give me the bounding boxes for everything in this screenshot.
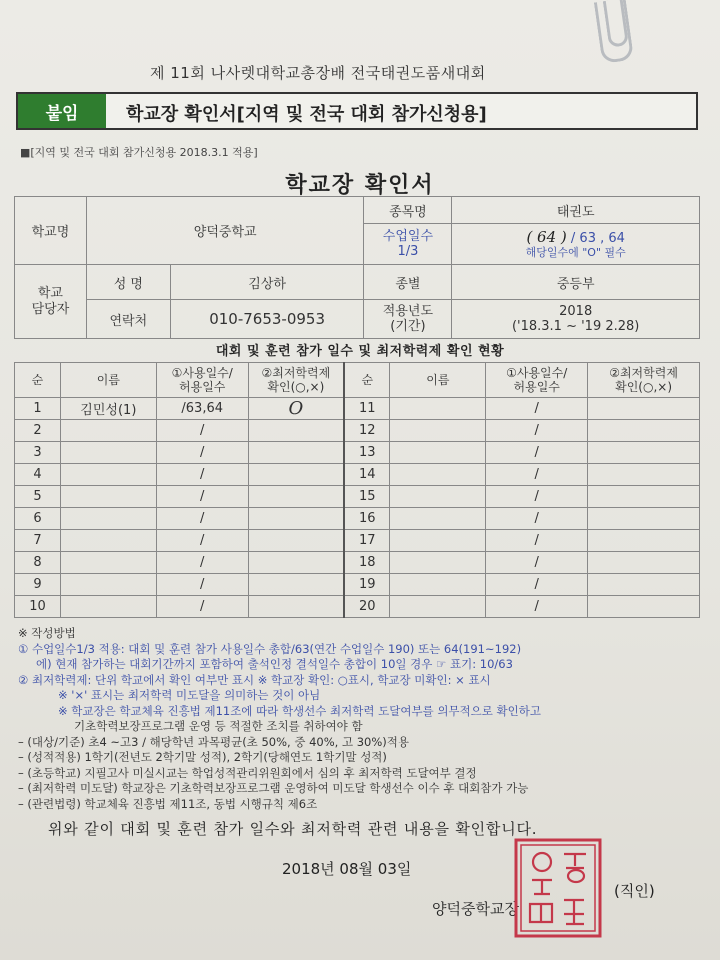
name-cell (390, 596, 486, 618)
days-cell: / (156, 508, 248, 530)
col-check-1: ②최저학력제 (261, 366, 331, 380)
note-line-5: ※ 학교장은 학교체육 진흥법 제11조에 따라 학생선수 최저학력 도달여부를 의무적으로 확인하고 (58, 703, 541, 718)
check-cell (588, 596, 700, 618)
table-row (15, 552, 700, 574)
days-cell: / (156, 552, 248, 574)
year-label-2: (기간) (390, 319, 426, 334)
check-cell (248, 464, 344, 486)
class-days-label-2: 1/3 (397, 244, 419, 259)
days-cell: / (486, 508, 588, 530)
check-cell (248, 442, 344, 464)
seq-cell: 3 (15, 442, 61, 464)
table-header-row (15, 363, 700, 398)
note-line-1: ① 수업일수1/3 적용: 대회 및 훈련 참가 사용일수 총합/63(연간 수업일수 190) 또는 64(191~192) (18, 641, 522, 656)
name-cell (60, 596, 156, 618)
table-row (15, 596, 700, 618)
col-check (248, 363, 344, 398)
name-cell (60, 530, 156, 552)
notes-heading: ※ 작성방법 (18, 626, 76, 640)
seq-cell: 20 (344, 596, 390, 618)
days-cell: / (156, 574, 248, 596)
col-seq: 순 (15, 363, 61, 398)
attachment-badge: 붙임 (18, 94, 106, 128)
table-row (15, 420, 700, 442)
name-cell: 김민성(1) (60, 398, 156, 420)
check-cell (588, 552, 700, 574)
table-row (15, 398, 700, 420)
document-title: 학교장 확인서 (285, 173, 435, 198)
note-line-7: – (대상/기준) 초4 ~고3 / 해당학년 과목평균(초 50%, 중 40%, 고 30%)적용 (18, 734, 409, 749)
seq-cell: 7 (15, 530, 61, 552)
year-value-2: ('18.3.1 ~ '19 2.28) (511, 319, 640, 334)
seq-cell: 17 (344, 530, 390, 552)
col-check-right (588, 363, 700, 398)
table-row (15, 508, 700, 530)
table-row (15, 574, 700, 596)
event-value: 태권도 (452, 197, 700, 224)
check-cell (248, 596, 344, 618)
note-line-8: – (성적적용) 1학기(전년도 2학기말 성적), 2학기(당해연도 1학기말 성적) (18, 750, 387, 764)
seq-cell: 6 (15, 508, 61, 530)
year-value-1: 2018 (559, 304, 593, 319)
days-cell: / (486, 596, 588, 618)
note-line-3: ② 최저학력제: 단위 학교에서 확인 여부만 표시 ※ 학교장 확인: ○표시, 학교장 미확인: × 표시 (18, 672, 491, 687)
paperclip-icon (594, 0, 634, 64)
event-label: 종목명 (364, 197, 452, 224)
table-row (15, 442, 700, 464)
class-days-printed: / 63 , 64 (570, 230, 625, 246)
class-days-label-1: 수업일수 (382, 229, 434, 244)
days-cell: / (486, 420, 588, 442)
name-cell (390, 508, 486, 530)
col-check-2: 확인(○,×) (267, 380, 325, 394)
col-days-right (486, 363, 588, 398)
seq-cell: 10 (15, 596, 61, 618)
year-label-1: 적용년도 (382, 304, 434, 319)
table-row (15, 530, 700, 552)
days-cell: / (486, 398, 588, 420)
check-cell (588, 574, 700, 596)
days-cell: / (156, 464, 248, 486)
name-cell (390, 530, 486, 552)
table-row (15, 464, 700, 486)
seq-cell: 18 (344, 552, 390, 574)
name-cell (390, 420, 486, 442)
check-cell: O (248, 398, 344, 420)
year-value (452, 300, 700, 339)
seq-cell: 9 (15, 574, 61, 596)
form-code: ■[지역 및 전국 대회 참가신청용 2018.3.1 적용] (20, 146, 258, 159)
seq-cell: 13 (344, 442, 390, 464)
col-days (156, 363, 248, 398)
seq-cell: 8 (15, 552, 61, 574)
check-cell (248, 574, 344, 596)
school-label: 학교명 (15, 197, 87, 265)
note-line-2: 에) 현재 참가하는 대회기간까지 포함하여 출석인정 결석일수 총합이 10일 경우 ☞ 표기: 10/63 (36, 657, 513, 671)
form-title: 학교장 확인서[지역 및 전국 대회 참가신청용] (126, 104, 487, 125)
participation-table (14, 362, 700, 618)
check-cell (588, 486, 700, 508)
manager-label-1: 학교 (37, 285, 63, 301)
name-cell (390, 486, 486, 508)
check-cell (588, 398, 700, 420)
name-cell (60, 574, 156, 596)
type-label: 종별 (364, 265, 452, 300)
note-line-9: – (초등학교) 지필고사 미실시교는 학업성적관리위원회에서 심의 후 최저학력 도달여부 결정 (18, 765, 477, 780)
seq-cell: 11 (344, 398, 390, 420)
days-cell: / (486, 464, 588, 486)
name-cell (60, 464, 156, 486)
manager-label (15, 265, 87, 339)
col-check-right-2: 확인(○,×) (615, 380, 672, 394)
col-days-right-1: ①사용일수/ (506, 366, 568, 380)
competition-title: 제 11회 나사렛대학교총장배 전국태권도품새대회 (150, 64, 486, 82)
days-cell: /63,64 (156, 398, 248, 420)
days-cell: / (156, 442, 248, 464)
check-cell (248, 486, 344, 508)
manager-label-2: 담당자 (31, 301, 70, 317)
seq-cell: 5 (15, 486, 61, 508)
days-cell: / (156, 596, 248, 618)
note-line-6: 기초학력보장프로그램 운영 등 적절한 조치를 취하여야 함 (74, 719, 363, 733)
form-title-bar (16, 92, 698, 130)
name-cell (60, 486, 156, 508)
note-line-10: – (최저학력 미도달) 학교장은 기초학력보장프로그램 운영하여 미도달 학생선수 이수 후 대회참가 가능 (18, 781, 529, 795)
class-days-value (452, 224, 700, 265)
contact-value: 010-7653-0953 (170, 300, 364, 339)
days-cell: / (486, 574, 588, 596)
instructions (18, 626, 708, 812)
days-cell: / (486, 552, 588, 574)
seq-cell: 15 (344, 486, 390, 508)
seq-cell: 19 (344, 574, 390, 596)
info-table (14, 196, 700, 339)
seq-cell: 4 (15, 464, 61, 486)
days-cell: / (486, 530, 588, 552)
check-cell (248, 552, 344, 574)
col-name: 이름 (60, 363, 156, 398)
table-title: 대회 및 훈련 참가 일수 및 최저학력제 확인 현황 (215, 344, 505, 359)
name-cell (60, 508, 156, 530)
seq-cell: 14 (344, 464, 390, 486)
check-cell (588, 530, 700, 552)
name-cell (60, 420, 156, 442)
col-seq-right: 순 (344, 363, 390, 398)
col-days-1: ①사용일수/ (171, 366, 233, 380)
seq-cell: 16 (344, 508, 390, 530)
year-label (364, 300, 452, 339)
note-line-11: – (관련법령) 학교체육 진흥법 제11조, 동법 시행규칙 제6조 (18, 796, 318, 811)
name-cell (390, 574, 486, 596)
name-cell (390, 398, 486, 420)
check-cell (248, 530, 344, 552)
col-check-right-1: ②최저학력제 (609, 366, 678, 380)
name-value: 김상하 (170, 265, 364, 300)
seq-cell: 1 (15, 398, 61, 420)
check-cell (588, 420, 700, 442)
check-cell (588, 464, 700, 486)
days-cell: / (156, 530, 248, 552)
name-cell (390, 552, 486, 574)
name-label: 성 명 (86, 265, 170, 300)
table-row (15, 486, 700, 508)
class-days-note: 해당일수에 "O" 필수 (525, 245, 626, 259)
days-cell: / (486, 442, 588, 464)
official-seal-icon (512, 836, 604, 940)
principal-signature-line: 양덕중학교장 (432, 900, 519, 918)
col-name-right: 이름 (390, 363, 486, 398)
col-days-2: 허용일수 (179, 380, 226, 394)
name-cell (60, 442, 156, 464)
check-cell (248, 420, 344, 442)
note-line-4: ※ '×' 표시는 최저학력 미도달을 의미하는 것이 아님 (58, 688, 321, 702)
seq-cell: 2 (15, 420, 61, 442)
name-cell (60, 552, 156, 574)
seq-cell: 12 (344, 420, 390, 442)
type-value: 중등부 (452, 265, 700, 300)
days-cell: / (156, 420, 248, 442)
col-days-right-2: 허용일수 (513, 380, 560, 394)
contact-label: 연락처 (86, 300, 170, 339)
check-cell (588, 508, 700, 530)
check-cell (248, 508, 344, 530)
days-cell: / (156, 486, 248, 508)
seal-label: (직인) (614, 882, 655, 900)
school-value: 양덕중학교 (86, 197, 364, 265)
class-days-handwritten: ( 64 ) (526, 227, 567, 246)
confirmation-statement: 위와 같이 대회 및 훈련 참가 일수와 최저학력 관련 내용을 확인합니다. (48, 820, 538, 838)
issue-date: 2018년 08월 03일 (282, 860, 412, 878)
name-cell (390, 442, 486, 464)
days-cell: / (486, 486, 588, 508)
check-cell (588, 442, 700, 464)
name-cell (390, 464, 486, 486)
class-days-label (364, 224, 452, 265)
